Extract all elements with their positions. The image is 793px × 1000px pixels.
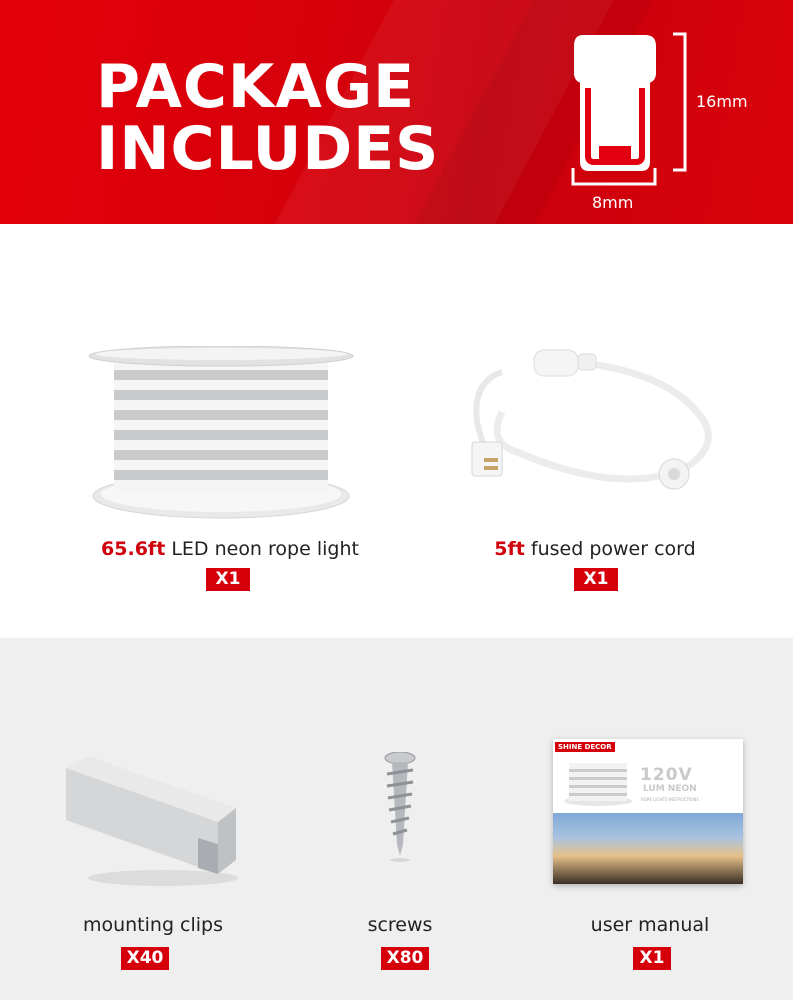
rope-light-caption [95, 538, 365, 560]
user-manual-qty-badge: X1 [633, 947, 671, 970]
manual-photo [553, 813, 743, 884]
power-cord-label: fused power cord [524, 538, 696, 560]
manual-volt: 120V [640, 765, 693, 785]
screw-icon [375, 752, 425, 862]
rope-light-qty-badge: X1 [206, 568, 250, 591]
user-manual-label: user manual [590, 914, 710, 936]
rope-light-reel-icon [86, 346, 356, 521]
manual-subtitle: ROPE LIGHTS INSTRUCTIONS [641, 797, 699, 802]
manual-reel-icon [561, 757, 636, 807]
manual-lum: LUM NEON [643, 784, 697, 794]
manual-brand: SHINE DECOR [555, 742, 615, 752]
power-cord-icon [462, 342, 724, 522]
title-line-1: PACKAGE [96, 52, 416, 122]
user-manual-icon [553, 739, 743, 884]
rope-light-length: 65.6ft [101, 538, 166, 560]
screws-qty-badge: X80 [381, 947, 429, 970]
width-dimension-label: 8mm [592, 193, 634, 212]
mounting-clip-icon [58, 748, 248, 888]
power-cord-qty-badge: X1 [574, 568, 618, 591]
header-banner [0, 0, 793, 224]
mounting-clips-qty-badge: X40 [121, 947, 169, 970]
neon-profile-diagram-icon [555, 28, 755, 218]
page-title [96, 52, 440, 184]
screws-label: screws [367, 914, 433, 936]
power-cord-length: 5ft [494, 538, 525, 560]
power-cord-caption [470, 538, 720, 560]
mounting-clips-label: mounting clips [82, 914, 224, 936]
height-dimension-label: 16mm [696, 92, 748, 111]
rope-light-label: LED neon rope light [165, 538, 359, 560]
title-line-2: INCLUDES [96, 114, 440, 184]
